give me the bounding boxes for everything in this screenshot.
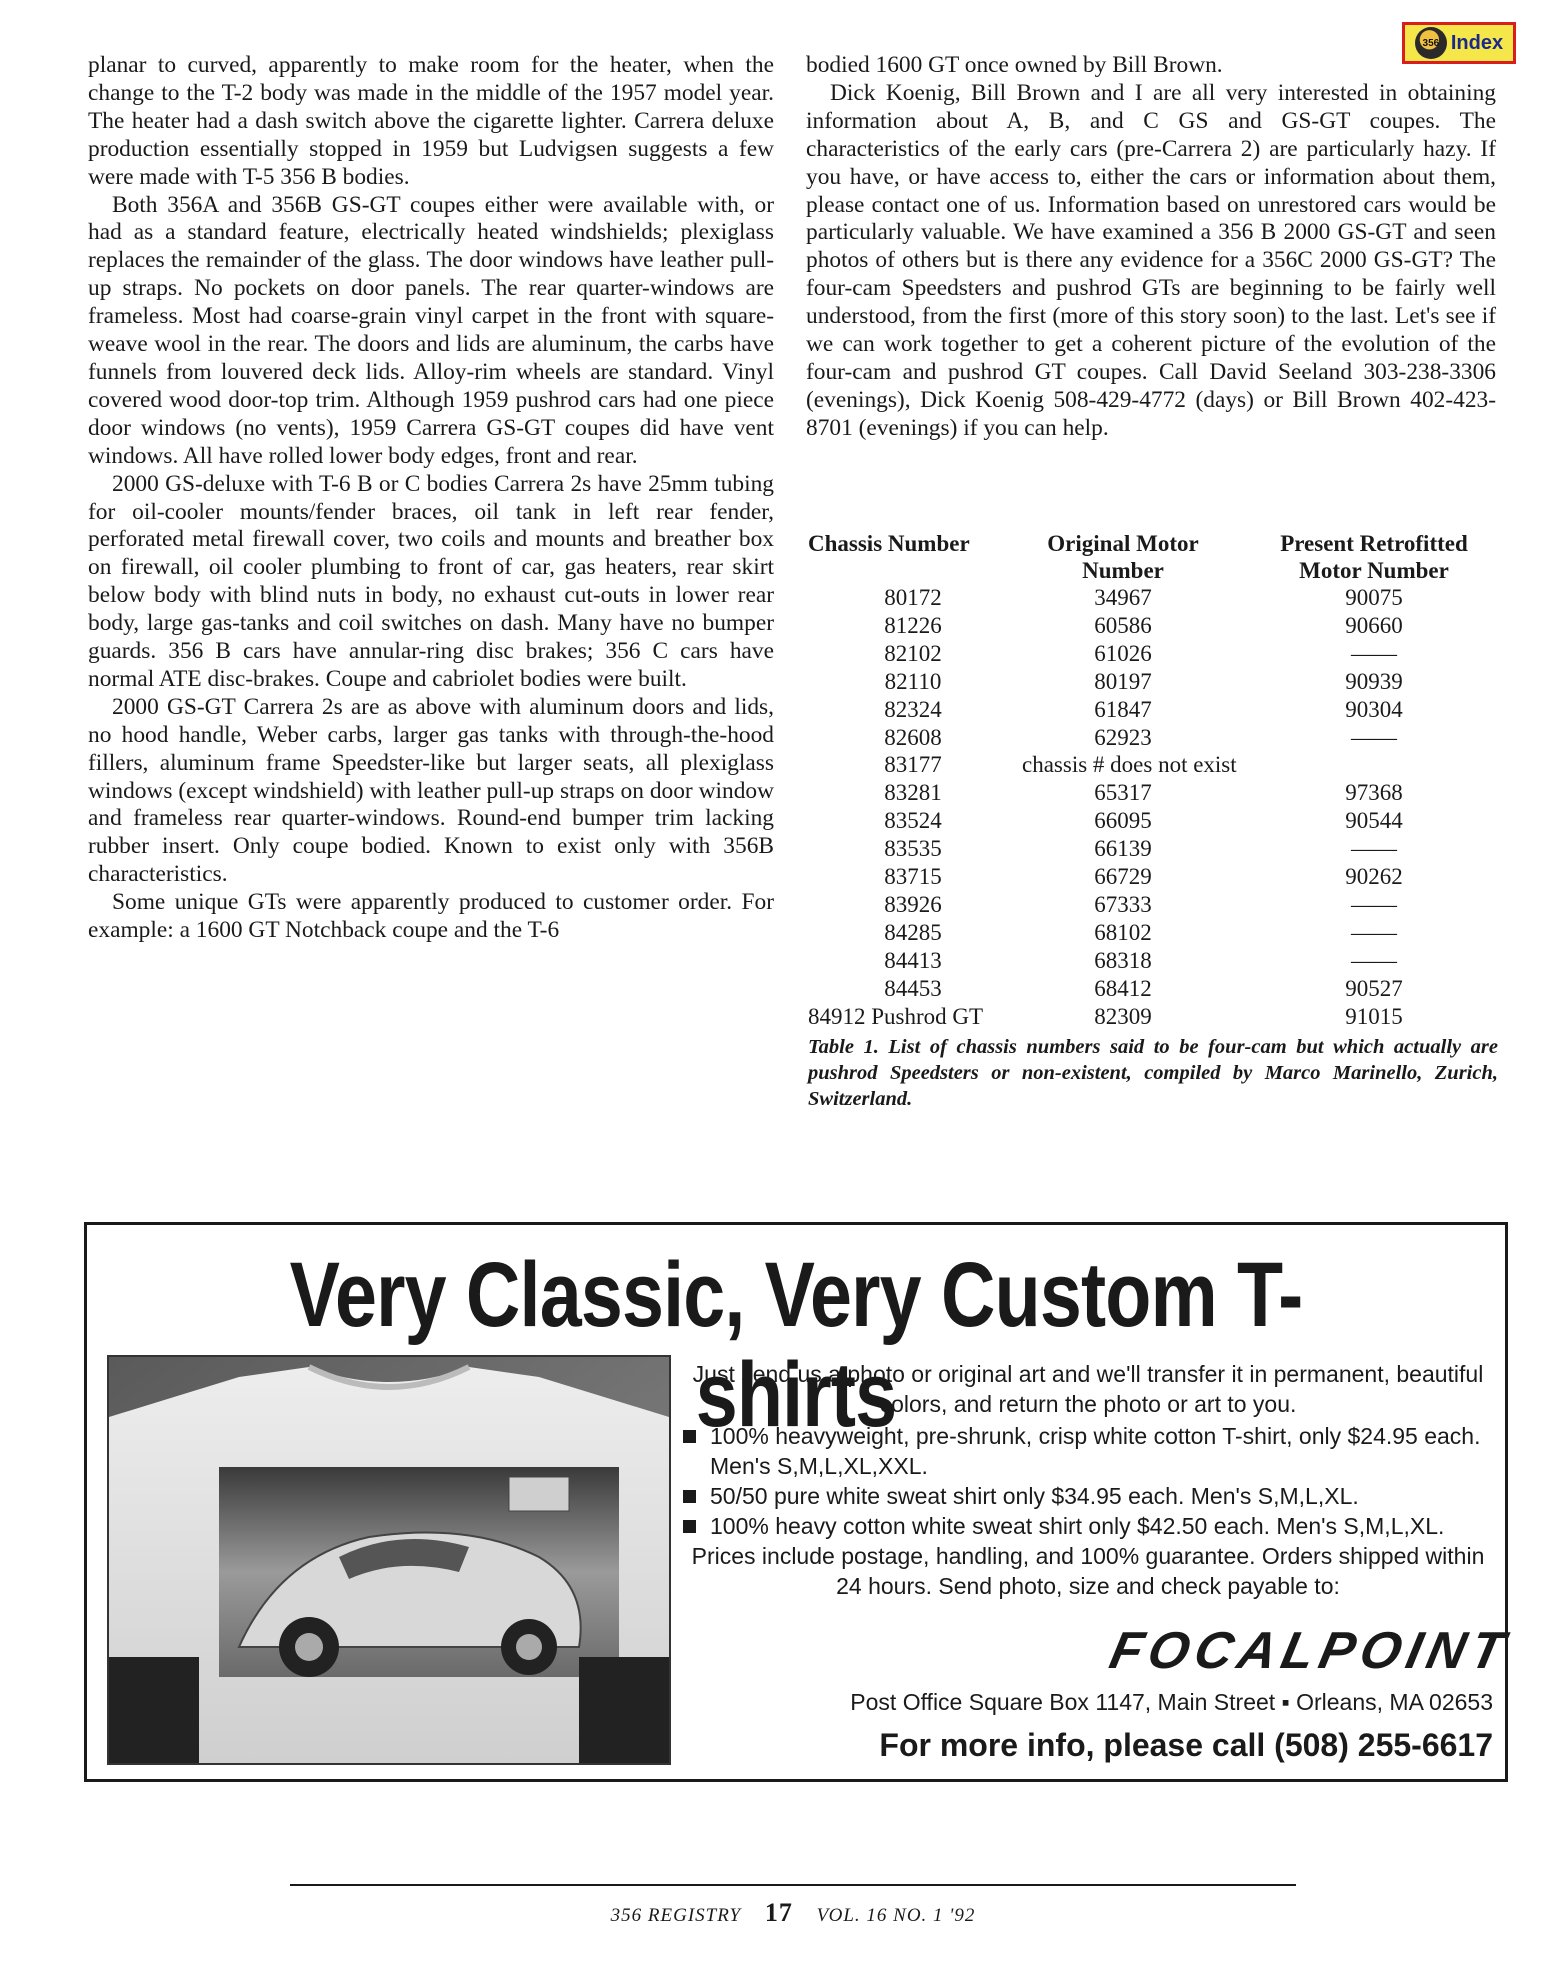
table-cell: —— [1351,891,1397,917]
table-row [808,584,1498,612]
ad-address: Post Office Square Box 1147, Main Street ▪ Orleans, MA 02653 [850,1689,1493,1715]
table-cell: —— [1351,947,1397,973]
table-cell: 80197 [1094,668,1152,694]
table-cell: —— [1351,919,1397,945]
table-row [808,724,1498,752]
table-cell: 83535 [884,836,942,862]
table-row [808,640,1498,668]
header-chassis-number: Chassis Number [808,531,970,556]
table-cell: 65317 [1094,780,1152,806]
ad-bullet [683,1421,1493,1481]
ad-bullet-text: 100% heavy cotton white sweat shirt only $42.50 each. Men's S,M,L,XL. [710,1513,1445,1539]
header-original-motor: Original Motor Number [1047,531,1199,583]
table-header-row [808,530,1498,584]
table-cell: 62923 [1094,724,1152,750]
table-cell: 66729 [1094,864,1152,890]
table-cell: 82309 [1094,1003,1152,1029]
ad-bullet-text: 50/50 pure white sweat shirt only $34.95 each. Men's S,M,L,XL. [710,1483,1359,1509]
chassis-table [808,530,1498,1031]
article-paragraph: Some unique GTs were apparently produced to customer order. For example: a 1600 GT Notchback coupe and the T-6 [88,889,774,944]
table-row [808,919,1498,947]
table-cell: 83715 [884,864,942,890]
table-cell: 68102 [1094,919,1152,945]
table-cell: 61026 [1094,640,1152,666]
square-bullet-icon [683,1520,696,1533]
ad-copy [683,1359,1493,1601]
table-cell: 90544 [1345,808,1403,834]
index-button-label: Index [1450,31,1504,54]
table-cell: 83177 [884,752,942,778]
table-row [808,779,1498,807]
table-cell: 34967 [1094,585,1152,610]
table-cell: 91015 [1345,1003,1403,1029]
article-paragraph: planar to curved, apparently to make room for the heater, when the change to the T-2 body was made in the middle of the 1957 model year. The heater had a dash switch above the cigarette lighter. Carrera deluxe production essentially stopped in 1959 but Ludvigsen suggests a few were made with T-5 356 B bodies. [88,52,774,190]
table-cell: 60586 [1094,612,1152,638]
table-cell: 66095 [1094,808,1152,834]
table-row [808,1003,1498,1031]
ad-bullet [683,1511,1493,1541]
table-cell: —— [1351,640,1397,666]
table-cell: 82608 [884,724,942,750]
table-row [808,696,1498,724]
table-caption: Table 1. List of chassis numbers said to be four-cam but which actually are pushrod Speedsters or non-existent, compiled by Marco Marinello, Zurich, Switzerland. [808,1036,1498,1110]
article-paragraph: 2000 GS-deluxe with T-6 B or C bodies Carrera 2s have 25mm tubing for oil-cooler mounts/fender braces, oil tank in left rear fender, perforated metal firewall cover, two coils and mounts and breather box on firewall, oil cooler plumbing to front of car, gas heaters, rear skirt below body with blind nuts in body, no exhaust cut-outs in lower rear body, large gas-tanks and coil switches on dash. Many have no bumper guards. 356 B cars have annular-ring disc brakes; 356 C cars have normal ATE disc-brakes. Coupe and cabriolet bodies were built. [88,470,774,692]
ad-bullet-text: 100% heavyweight, pre-shrunk, crisp white cotton T-shirt, only $24.95 each. Men's S,M,L,XL,XXL. [710,1423,1481,1479]
table-cell: 80172 [884,585,942,610]
ad-headline: Very Classic, Very Custom T-shirts [289,1244,1303,1446]
article-paragraph: Dick Koenig, Bill Brown and I are all very interested in obtaining information about A, B, and C GS and GS-GT coupes. The characteristics of the early cars (pre-Carrera 2) are particularly hazy. If you have, or have access to, either the cars or information about them, please contact one of us. Information based on unrestored cars would be particularly valuable. We have examined a 356 B 2000 GS-GT and seen photos of others but is there any evidence for a 356C 2000 GS-GT? The four-cam Speedsters and pushrod GTs are beginning to be fairly well understood, from the first (more of this story soon) to the last. Let's see if we can work together to get a coherent picture of the evolution of the four-cam and pushrod GT coupes. Call David Seeland 303-238-3306 (evenings), Dick Koenig 508-429-4772 (days) or Bill Brown 402-423-8701 (evenings) if you can help. [806,79,1496,441]
table-cell: 66139 [1094,836,1152,862]
table-row [808,668,1498,696]
table-cell: 97368 [1345,780,1403,806]
article-paragraph: Both 356A and 356B GS-GT coupes either were available with, or had as a standard feature, electrically heated windshields; plexiglass replaces the remainder of the glass. The door windows have leather pull-up straps. No pockets on door panels. The rear quarter-windows are frameless. Most had coarse-grain vinyl carpet in the front with square-weave wool in the rear. The doors and lids are aluminum, the carbs have funnels from louvered deck lids. Alloy-rim wheels are standard. Vinyl covered wood door-top trim. Although 1959 pushrod cars had one piece door windows (no vents), 1959 Carrera GS-GT coupes did have vent windows. All have rolled lower body edges, front and rear. [88,191,774,469]
table-row [808,891,1498,919]
table-cell: 83926 [884,891,942,917]
square-bullet-icon [683,1430,696,1443]
page-footer [290,1898,1296,1928]
table-cell: 81226 [884,612,942,638]
page-number: 17 [764,1898,793,1927]
table-cell: 90527 [1345,975,1403,1001]
table-cell: 90660 [1345,612,1403,638]
table-row [808,975,1498,1003]
table-cell: 84912 Pushrod GT [808,1003,984,1029]
table-cell: chassis # does not exist [1022,752,1237,778]
table-cell: 68412 [1094,975,1152,1001]
tshirt-advertisement [84,1222,1516,1782]
article-left-column [88,52,774,945]
registry-logo-icon: 356 [1415,27,1447,59]
table-cell: 84413 [884,947,942,973]
table-body [808,584,1498,1031]
ad-bullet [683,1481,1493,1511]
footer-rule [290,1884,1296,1886]
table-row [808,807,1498,835]
table-cell: 90075 [1345,585,1403,610]
table-cell: 82324 [884,696,942,722]
table-cell: 67333 [1094,891,1152,917]
table-cell: 83524 [884,808,942,834]
table-cell: —— [1351,724,1397,750]
table-cell: 84285 [884,919,942,945]
ad-intro: Just send us a photo or original art and we'll transfer it in permanent, beautiful colors, and return the photo or art to you. [692,1361,1484,1417]
table-cell: 84453 [884,975,942,1001]
ad-terms: Prices include postage, handling, and 100% guarantee. Orders shipped within 24 hours. Send photo, size and check payable to: [691,1543,1485,1599]
article-right-column [806,52,1496,443]
table-cell: 83281 [884,780,942,806]
ad-phone: For more info, please call (508) 255-6617 [879,1727,1493,1763]
table-row [808,612,1498,640]
table-cell: —— [1351,836,1397,862]
table-cell: 90939 [1345,668,1403,694]
article-paragraph: 2000 GS-GT Carrera 2s are as above with aluminum doors and lids, no hood handle, Weber carbs, larger gas tanks with through-the-hood fillers, aluminum frame Speedster-like but larger seats, all plexiglass windows (except windshield) with leather pull-up straps on door window and frameless rear quarter-windows. Round-end bumper trim lacking rubber insert. Only coupe bodied. Known to exist only with 356B characteristics. [88,693,774,888]
tshirt-photo [107,1355,671,1765]
table-cell: 90262 [1345,864,1403,890]
table-cell: 61847 [1094,696,1152,722]
footer-publication: 356 REGISTRY [610,1905,742,1926]
footer-volume: VOL. 16 NO. 1 '92 [816,1905,976,1926]
square-bullet-icon [683,1490,696,1503]
table-row [808,947,1498,975]
article-paragraph: bodied 1600 GT once owned by Bill Brown. [806,52,1223,78]
tshirt-photo-image [109,1357,669,1763]
table-cell: 68318 [1094,947,1152,973]
table-cell: 90304 [1345,696,1403,722]
table-cell: 82102 [884,640,942,666]
focalpoint-logo: FOCALPOINT [1104,1622,1516,1680]
table-cell: 82110 [884,668,942,694]
table-row [808,835,1498,863]
table-row [808,751,1498,779]
table-row [808,863,1498,891]
header-retrofitted-motor: Present Retrofitted Motor Number [1280,531,1468,583]
